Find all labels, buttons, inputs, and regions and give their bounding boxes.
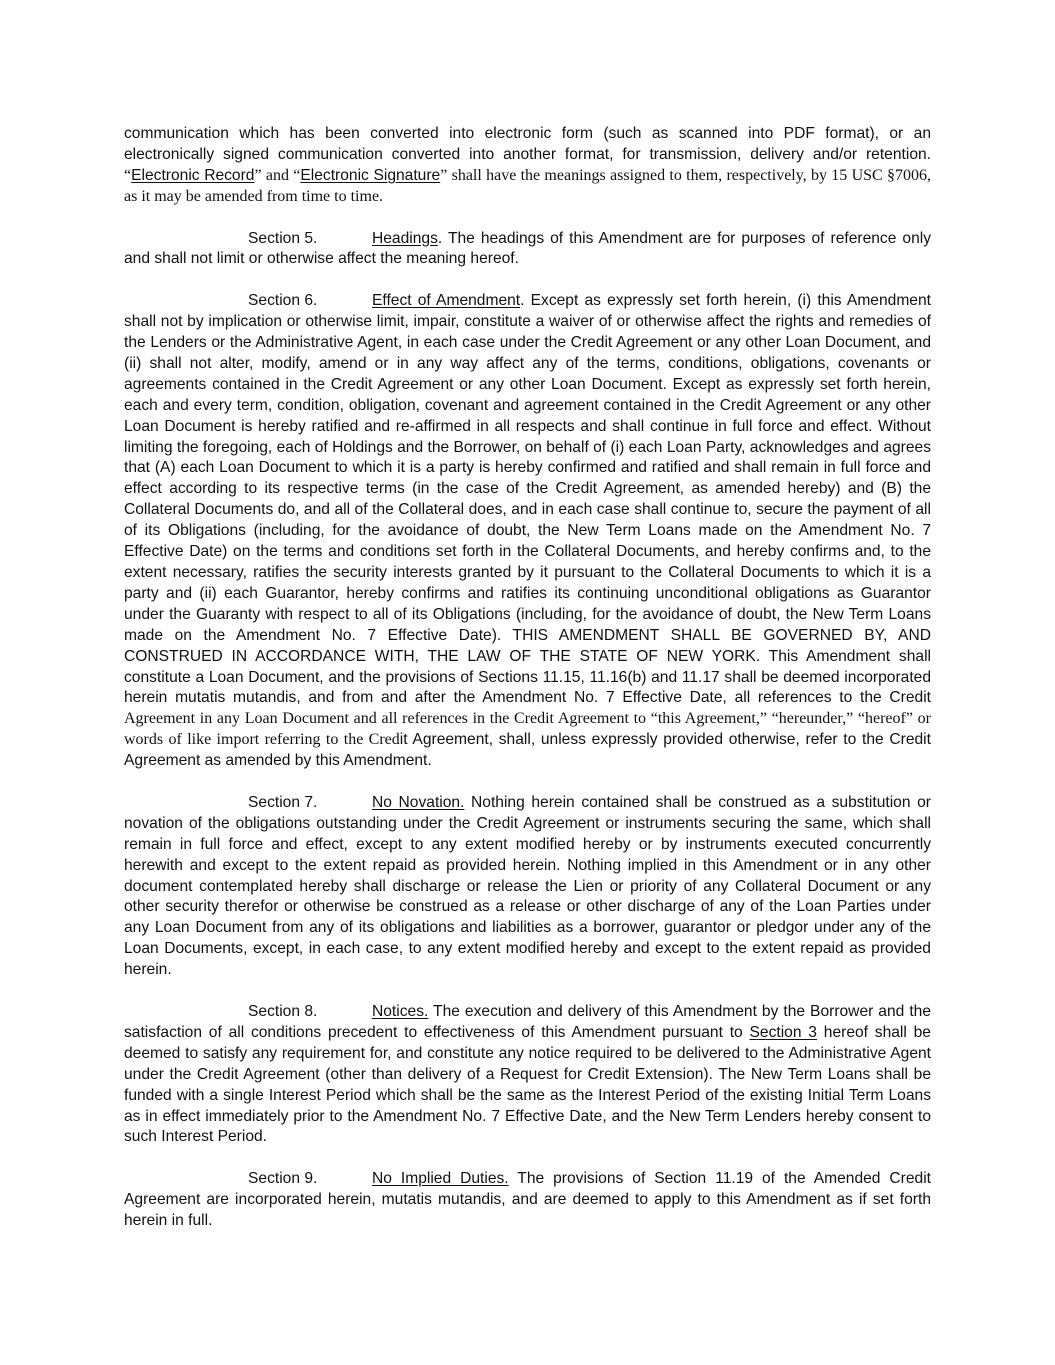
section-8-body-1: The execution and delivery of this Amendment by the Borrower and the satisfaction of all conditions precedent to effectiveness of this Amendment pursuant to	[124, 1003, 931, 1041]
section-6-heading: Effect of Amendment	[372, 292, 521, 310]
section-5	[124, 229, 931, 271]
section-8-body-2: hereof shall be deemed to satisfy any requirement for, and constitute any notice required to be delivered to the Administrative Agent under the Credit Agreement (other than delivery of a Request for Credit Extension). The New Term Loans shall be funded with a single Interest Period which shall be the same as the Interest Period of the existing Initial Term Loans as in effect immediately prior to the Amendment No. 7 Effective Date, and the New Term Lenders hereby consent to such Interest Period.	[124, 1023, 931, 1146]
defined-term-electronic-record: Electronic Record	[131, 166, 255, 184]
document-page	[124, 124, 931, 1253]
section-7-body: Nothing herein contained shall be construed as a substitution or novation of the obligations outstanding under the Credit Agreement or instruments securing the same, which shall remain in full force and effect, except to any extent modified hereby or by instruments executed concurrently herewith and except to the extent repaid as provided herein. Nothing implied in this Amendment or in any other document contemplated hereby shall discharge or release the Lien or priority of any Collateral Document or any other security therefor or otherwise be construed as a release or other discharge of any of the Loan Parties under any Loan Document from any of its obligations and liabilities as a borrower, guarantor or pledgor under any of the Loan Documents, except, in each case, to any extent modified hereby and except to the extent repaid as provided herein.	[124, 793, 931, 979]
intro-text-2: ” and “	[254, 166, 301, 184]
defined-term-electronic-signature: Electronic Signature	[300, 166, 441, 184]
section-8-heading: Notices.	[372, 1003, 429, 1020]
intro-open-quote: “	[124, 166, 132, 184]
section-6-body-serif: Agreement in any Loan Document and all references in the Credit Agreement to “this Agreement,” “hereunder,” “hereof” or words of like import referring to the Cred	[124, 710, 931, 749]
section-6-body: . Except as expressly set forth herein, (i) this Amendment shall not by implication or otherwise limit, impair, constitute a waiver of or otherwise affect the rights and remedies of the Lenders or the Administrative Agent, in each case under the Credit Agreement or any other Loan Document, and (ii) shall not alter, modify, amend or in any way affect any of the terms, conditions, obligations, covenants or agreements contained in the Credit Agreement or any other Loan Document. Except as expressly set forth herein, each and every term, condition, obligation, covenant and agreement contained in the Credit Agreement or any other Loan Document is hereby ratified and re-affirmed in all respects and shall continue in full force and effect. Without limiting the foregoing, each of Holdings and the Borrower, on behalf of (i) each Loan Party, acknowledges and agrees that (A) each Loan Document to which it is a party is hereby confirmed and ratified and shall remain in full force and effect according to its respective terms (in the case of the Credit Agreement, as amended hereby) and (B) the Collateral Documents do, and all of the Collateral does, and in each case shall continue to, secure the payment of all of its Obligations (including, for the avoidance of doubt, the New Term Loans made on the Amendment No. 7 Effective Date) on the terms and conditions set forth in the Collateral Documents, and hereby confirms and, to the extent necessary, ratifies the security interests granted by it pursuant to the Collateral Documents to which it is a party and (ii) each Guarantor, hereby confirms and ratifies its continuing unconditional obligations as Guarantor under the Guaranty with respect to all of its Obligations (including, for the avoidance of doubt, the New Term Loans made on the Amendment No. 7 Effective Date). THIS AMENDMENT SHALL BE GOVERNED BY, AND CONSTRUED IN ACCORDANCE WITH, THE LAW OF THE STATE OF NEW YORK. This Amendment shall constitute a Loan Document, and the provisions of Sections 11.15, 11.16(b) and 11.17 shall be deemed incorporated herein mutatis mutandis, and from and after the Amendment No. 7 Effective Date, all references to the Credit	[124, 292, 931, 707]
section-9-number: Section 9.	[248, 1170, 318, 1188]
section-5-heading: Headings	[372, 229, 438, 247]
section-9-body: The provisions of Section 11.19 of the Amended Credit Agreement are incorporated herein, mutatis mutandis, and are deemed to apply to this Amendment as if set forth herein in full.	[124, 1170, 931, 1230]
section-5-body: . The headings of this Amendment are for purposes of reference only and shall not limit or otherwise affect the meaning hereof.	[124, 229, 931, 268]
section-6-body-end: it Agreement, shall, unless expressly provided otherwise, refer to the Credit Agreement as amended by this Amendment.	[124, 731, 931, 770]
section-7-number: Section 7.	[248, 793, 318, 811]
section-9	[124, 1169, 931, 1232]
section-7	[124, 793, 931, 981]
intro-paragraph	[124, 124, 931, 208]
section-5-number: Section 5.	[248, 229, 318, 247]
intro-text-1: communication which has been converted into electronic form (such as scanned into PDF format), or an electronically signed communication converted into another format, for transmission, delivery and/or retention.	[124, 125, 931, 163]
section-9-heading: No Implied Duties.	[372, 1170, 509, 1188]
section-6	[124, 291, 931, 772]
intro-text-3: ” shall have the meanings assigned to them, respectively, by 15 USC §7006, as it may be amended from time to time.	[124, 166, 931, 205]
section-6-number: Section 6.	[248, 292, 318, 310]
section-8-cross-reference: Section 3	[749, 1023, 817, 1041]
section-8-number: Section 8.	[248, 1003, 318, 1020]
section-8	[124, 1002, 931, 1148]
section-7-heading: No Novation.	[372, 793, 465, 811]
